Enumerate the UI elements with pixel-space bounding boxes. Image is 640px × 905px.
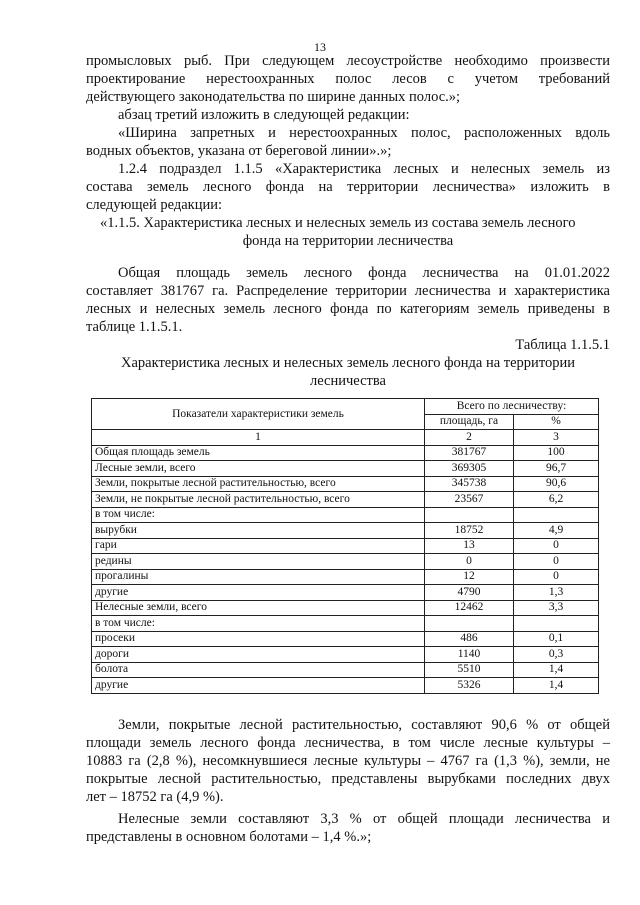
table-row [92,600,599,616]
table-caption: лесничества [310,373,386,389]
land-characteristics-table [91,398,599,694]
table-row [92,647,599,663]
table-caption: Характеристика лесных и нелесных земель лесного фонда на территории [121,355,575,371]
section-heading: фонда на территории лесничества [242,233,454,249]
cell-area: 23567 [425,492,514,508]
table-row [92,631,599,647]
cell-area: 486 [425,631,514,647]
section-heading: «1.1.5. Характеристика лесных и нелесных земель из состава земель лесного [100,215,576,231]
page-number: 13 [314,40,326,54]
col-num: 2 [425,430,514,446]
cell-area [425,507,514,523]
table-row [92,538,599,554]
cell-pct: 90,6 [514,476,599,492]
cell-pct: 100 [514,445,599,461]
cell-label: в том числе: [92,616,425,632]
cell-pct: 0 [514,554,599,570]
body-line: лет – 18752 га (4,9 %). [86,789,224,805]
cell-pct: 1,3 [514,585,599,601]
cell-area: 5510 [425,662,514,678]
header-indicator: Показатели характеристики земель [92,399,425,430]
cell-label: редины [92,554,425,570]
intro-line: лесных и нелесных земель лесного фонда по категориям земель приведены в [86,301,610,317]
body-line: Земли, покрытые лесной растительностью, составляют 90,6 % от общей [118,717,610,733]
intro-line: таблице 1.1.5.1. [86,319,183,335]
cell-pct: 1,4 [514,662,599,678]
text-line: состава земель лесного фонда на территории лесничества» изложить в [86,179,610,195]
table-row [92,507,599,523]
body-line: площади земель лесного фонда лесничества, в том числе лесные культуры – [86,735,610,751]
cell-area: 12 [425,569,514,585]
cell-label: Земли, не покрытые лесной растительностью, всего [92,492,425,508]
cell-pct [514,507,599,523]
table-row [92,662,599,678]
cell-area: 18752 [425,523,514,539]
cell-label: в том числе: [92,507,425,523]
cell-label: просеки [92,631,425,647]
text-line: 1.2.4 подраздел 1.1.5 «Характеристика лесных и нелесных земель из [118,161,610,177]
cell-label: Земли, покрытые лесной растительностью, всего [92,476,425,492]
header-total: Всего по лесничеству: [425,399,599,415]
body-line: представлены в основном болотами – 1,4 %.»; [86,829,372,845]
cell-pct: 0,3 [514,647,599,663]
cell-pct: 96,7 [514,461,599,477]
cell-pct [514,616,599,632]
cell-area: 345738 [425,476,514,492]
cell-label: другие [92,678,425,694]
intro-line: Общая площадь земель лесного фонда лесничества на 01.01.2022 [118,265,610,281]
table-row [92,678,599,694]
col-num: 3 [514,430,599,446]
text-line: проектирование нерестоохранных полос лесов с учетом требований [86,71,610,87]
cell-label: болота [92,662,425,678]
table-row [92,585,599,601]
cell-area: 5326 [425,678,514,694]
cell-label: гари [92,538,425,554]
cell-pct: 3,3 [514,600,599,616]
text-line: абзац третий изложить в следующей редакции: [118,107,410,123]
table-row [92,492,599,508]
cell-label: дороги [92,647,425,663]
header-area: площадь, га [425,414,514,430]
cell-pct: 0 [514,538,599,554]
intro-line: составляет 381767 га. Распределение территории лесничества и характеристика [86,283,610,299]
text-line: промысловых рыб. При следующем лесоустройстве необходимо произвести [86,53,610,69]
cell-pct: 0,1 [514,631,599,647]
cell-pct: 0 [514,569,599,585]
cell-area: 12462 [425,600,514,616]
cell-pct: 6,2 [514,492,599,508]
body-line: 10883 га (2,8 %), несомкнувшиеся лесные культуры – 4767 га (1,3 %), земли, не [86,753,610,769]
text-line: действующего законодательства по ширине данных полос.»; [86,89,461,105]
cell-area: 13 [425,538,514,554]
header-pct: % [514,414,599,430]
cell-area: 4790 [425,585,514,601]
body-line: покрытые лесной растительностью, представлены вырубками последних двух [86,771,610,787]
text-line: следующей редакции: [86,197,223,213]
cell-area [425,616,514,632]
table-row [92,616,599,632]
cell-pct: 4,9 [514,523,599,539]
cell-area: 1140 [425,647,514,663]
cell-label: другие [92,585,425,601]
text-line: водных объектов, указана от береговой линии».»; [86,143,392,159]
body-line: Нелесные земли составляют 3,3 % от общей площади лесничества и [118,811,610,827]
cell-label: вырубки [92,523,425,539]
cell-area: 369305 [425,461,514,477]
table-colnum-row [92,430,599,446]
cell-label: Общая площадь земель [92,445,425,461]
text-line: «Ширина запретных и нерестоохранных полос, расположенных вдоль [118,125,610,141]
table-header-row [92,399,599,415]
table-row [92,554,599,570]
cell-label: Лесные земли, всего [92,461,425,477]
cell-pct: 1,4 [514,678,599,694]
table-label: Таблица 1.1.5.1 [515,337,610,353]
table-row [92,476,599,492]
cell-area: 0 [425,554,514,570]
table-row [92,461,599,477]
table-row [92,523,599,539]
table-row [92,569,599,585]
col-num: 1 [92,430,425,446]
cell-label: Нелесные земли, всего [92,600,425,616]
cell-label: прогалины [92,569,425,585]
table-row [92,445,599,461]
cell-area: 381767 [425,445,514,461]
